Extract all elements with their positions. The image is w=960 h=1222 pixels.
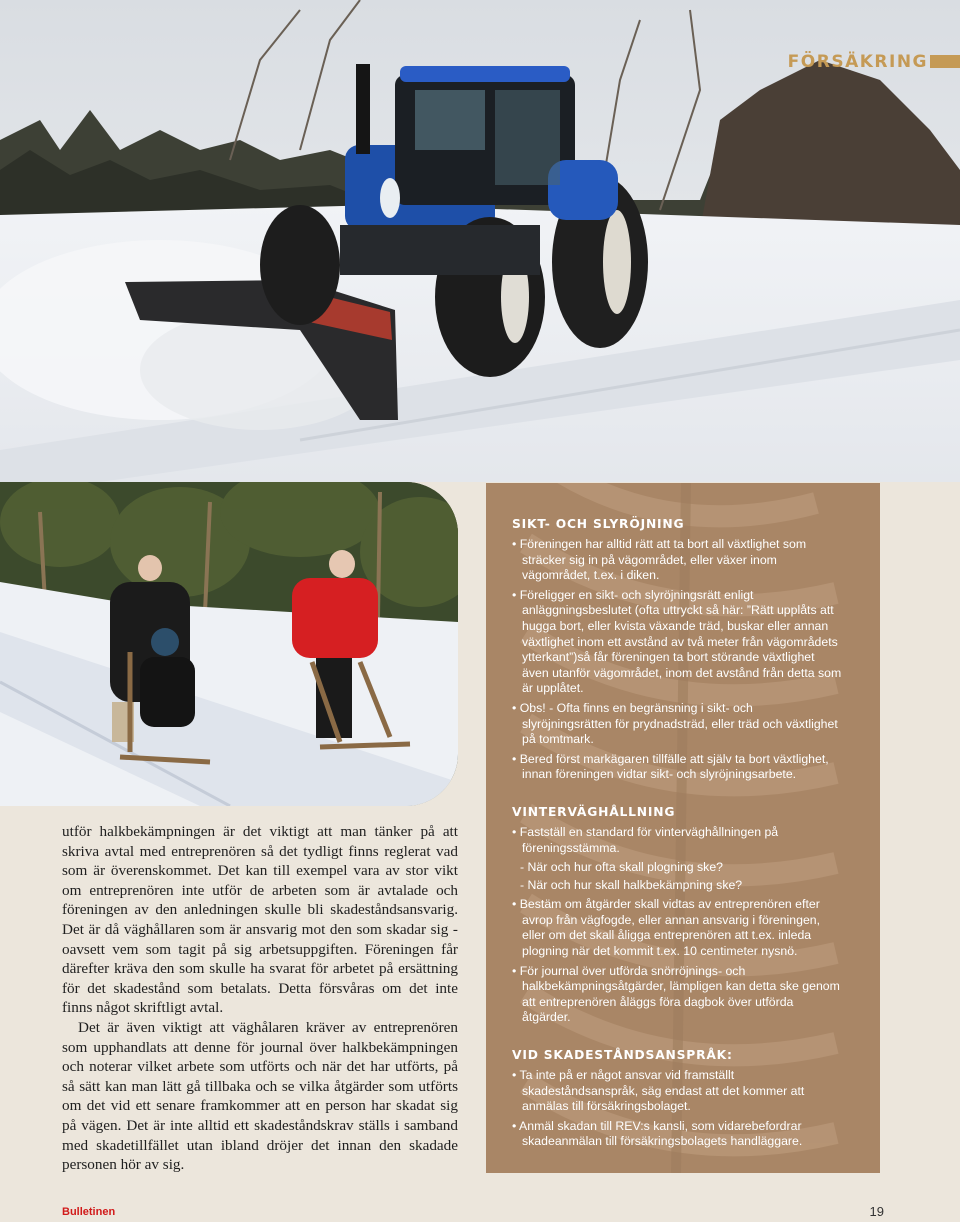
list-item: • Bered först markägaren tillfälle att själv ta bort växtlighet, innan föreningen vidtar sikt- och slyröjningsarbete.: [512, 752, 842, 783]
family-sledding-photo: [0, 482, 458, 806]
vinter-sublist: [520, 860, 842, 893]
tractor-snowplow-photo: [0, 0, 960, 482]
sikt-list: [512, 537, 842, 783]
list-item: • För journal över utförda snörröjnings- och halkbekämpningsåtgärder, lämpligen kan detta ske genom att entreprenören åläggs föra dagbok över utförda åtgärder.: [512, 964, 842, 1026]
list-item: • Ta inte på er något ansvar vid framställt skadeståndsanspråk, säg endast att det kommer att anmälas till försäkringsbolaget.: [512, 1068, 842, 1115]
info-content: [512, 517, 842, 1154]
vinter-list: [512, 897, 842, 1026]
article-body: [62, 822, 458, 1175]
body-paragraph: utför halkbekämpningen är det viktigt att man tänker på att skriva avtal med entreprenören så det tydligt finns reglerat vad som är överenskommet. Det kan till exempel vara av stor vikt om entreprenören inte utför de arbeten som är avtalade och föreningen av den anledningen skulle bli skadeståndsansvarig. Det är då väghållaren som är ansvarig mot den som skadar sig - oavsett vem som tagit på sig arbetsuppgiften. Föreningen får därefter kräva den som skulle ha svarat för arbetet på ersättning för det skadestånd som betalats. Detta försvåras om det inte finns något skriftligt avtal.: [62, 823, 458, 1017]
section-label: FÖRSÄKRING: [787, 52, 928, 72]
list-item: • Föreligger en sikt- och slyröjningsrätt enligt anläggningsbeslutet (ofta uttryckt så här: ”Rätt upplåts att hugga bort, eller kvista växande träd, buskar eller annan växtlighet inom ett avstånd av två meter från vägområdets ytterkant”)så får föreningen ta bort störande växtlighet även utanför vägområdet, inom det avstånd från detta som är upplåtet.: [512, 588, 842, 697]
skadestand-list: [512, 1068, 842, 1150]
page-number: 19: [869, 1204, 884, 1219]
list-item: • Fastställ en standard för vinterväghållningen på föreningsstämma.: [512, 825, 842, 856]
skadestand-heading: VID SKADESTÅNDSANSPRÅK:: [512, 1048, 733, 1063]
list-item: • Anmäl skadan till REV:s kansli, som vidarebefordrar skadeanmälan till försäkringsbolagets handläggare.: [512, 1119, 842, 1150]
section-tab-marker: [930, 55, 960, 68]
info-box: [486, 483, 880, 1173]
publication-name: Bulletinen: [62, 1206, 116, 1218]
sikt-heading: SIKT- OCH SLYRÖJNING: [512, 517, 685, 531]
list-item: • Föreningen har alltid rätt att ta bort all växtlighet som sträcker sig in på vägområdet, eller växer inom vägområdet, t.ex. i diken.: [512, 537, 842, 584]
sub-item: - När och hur ofta skall plogning ske?: [520, 860, 842, 876]
sub-item: - När och hur skall halkbekämpning ske?: [520, 878, 842, 894]
list-item: • Bestäm om åtgärder skall vidtas av entreprenören efter avrop från vägfogde, eller annan ansvarig i föreningen, eller om det skall åligga entreprenören att t.ex. inleda plogning när det kommit t.ex. 10 centimeter nysnö.: [512, 897, 842, 959]
body-paragraph: Det är även viktigt att väghålaren kräver av entreprenören som upphandlats att denne för journal över halkbekämpningen och noterar vilket arbete som utförts och när det har utförts, på så sätt kan man lätt gå tillbaka och se vilka åtgärder som utförts om det vid ett senare framkommer att en person har skadat sig på vägen. Det är inte alltid ett skadeståndskrav ställs i samband med skadetillfället utan ibland dröjer det innan den skadade personen hör av sig.: [62, 1018, 458, 1174]
vinter-heading: VINTERVÄGHÅLLNING: [512, 804, 676, 819]
list-item: • Obs! - Ofta finns en begränsning i sikt- och slyröjningsrätten för prydnadsträd, eller träd och växtlighet på tomtmark.: [512, 701, 842, 748]
